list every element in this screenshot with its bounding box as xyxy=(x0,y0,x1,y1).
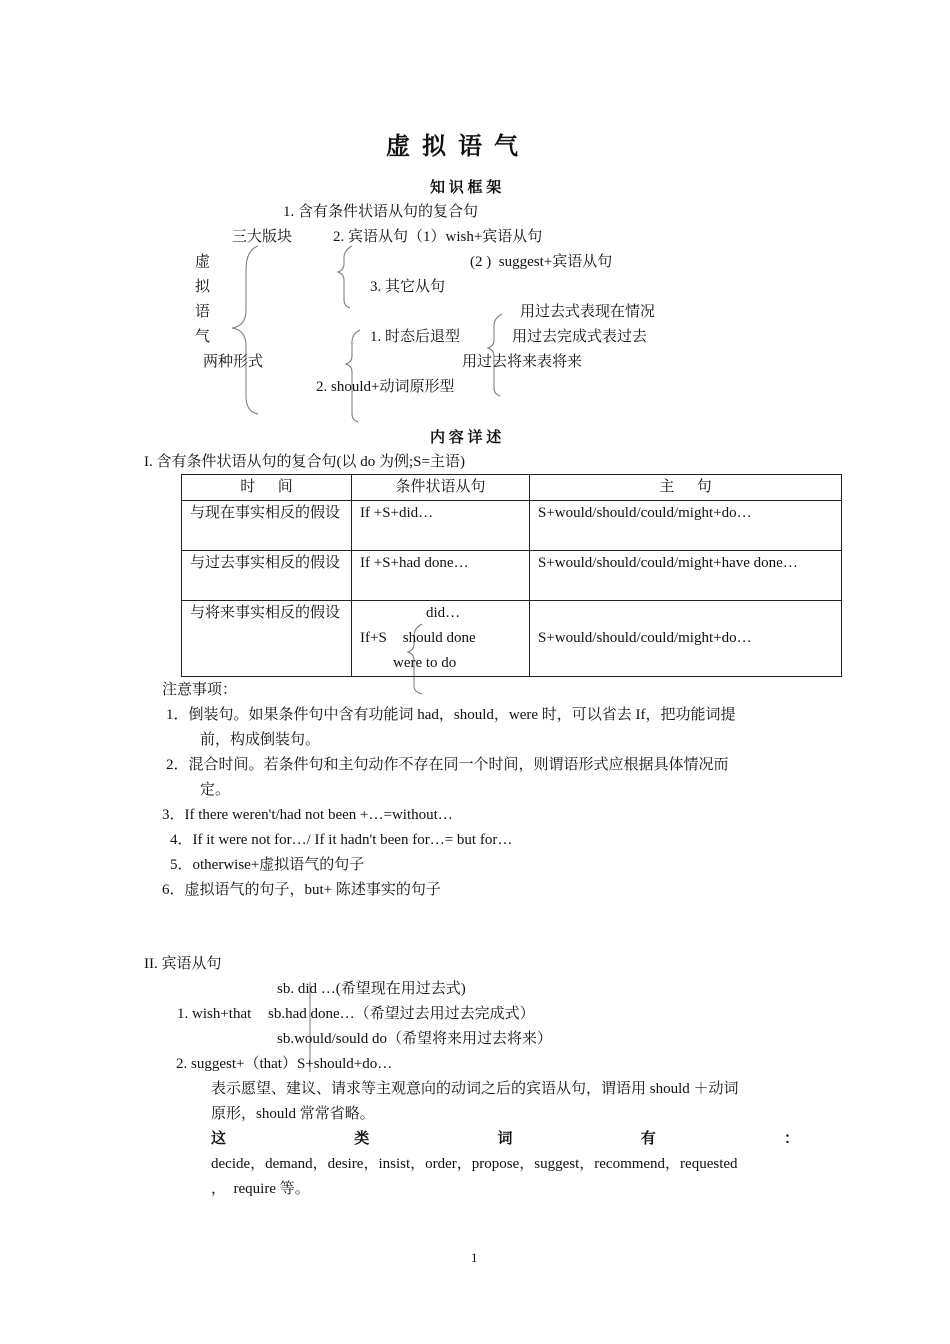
table-cell: 与将来事实相反的假设 xyxy=(182,601,352,677)
table-cell-future-cond xyxy=(352,601,530,677)
framework-vchar-4: 气 xyxy=(195,329,211,345)
brace-forms xyxy=(346,330,360,422)
note-line: 5．otherwise+虚拟语气的句子 xyxy=(170,857,365,873)
table-header: 主 句 xyxy=(530,475,842,501)
table-header-row xyxy=(182,475,842,501)
framework-item-2b: (2 ) suggest+宾语从句 xyxy=(470,254,613,270)
these-words-line xyxy=(211,1129,799,1149)
future-cond-prefix: If+S xyxy=(360,630,387,646)
wish-line: sb.had done…（希望过去用过去完成式） xyxy=(268,1006,535,1022)
page-number: 1 xyxy=(471,1250,478,1265)
table-cell: 与现在事实相反的假设 xyxy=(182,501,352,551)
framework-vchar-2: 拟 xyxy=(195,279,211,295)
table-header: 时 间 xyxy=(182,475,352,501)
framework-two-forms: 两种形式 xyxy=(203,354,264,370)
framework-should-item: 2. should+动词原形型 xyxy=(316,379,455,395)
note-line: 前，构成倒装句。 xyxy=(200,732,321,748)
wish-line: sb.would/sould do（希望将来用过去将来） xyxy=(277,1031,553,1047)
framework-heading: 知 识 框 架 xyxy=(430,180,502,196)
framework-tense-item: 1. 时态后退型 xyxy=(370,329,461,345)
table-cell: 与过去事实相反的假设 xyxy=(182,551,352,601)
these-words-char: 词 xyxy=(497,1131,513,1147)
table-cell: S+would/should/could/might+have done… xyxy=(530,551,842,601)
these-words-char: ： xyxy=(783,1131,799,1147)
table-row xyxy=(182,551,842,601)
these-words-char: 类 xyxy=(354,1131,370,1147)
words-line: ， require 等。 xyxy=(211,1181,310,1197)
framework-item-3: 3. 其它从句 xyxy=(370,279,446,295)
note-line: 定。 xyxy=(200,782,231,798)
future-cond-option: were to do xyxy=(393,655,457,671)
conditional-table xyxy=(181,474,842,677)
section2-heading: II. 宾语从句 xyxy=(144,956,222,972)
framework-vchar-3: 语 xyxy=(195,304,211,320)
suggest-label: 2. suggest+（that）S+should+do… xyxy=(176,1056,393,1072)
paragraph-line: 原形，should 常常省略。 xyxy=(211,1106,375,1122)
framework-three-blocks: 三大版块 xyxy=(232,229,293,245)
table-cell: S+would/should/could/might+do… xyxy=(530,501,842,551)
note-line: 2．混合时间。若条件句和主句动作不存在同一个时间，则谓语形式应根据具体情况而 xyxy=(166,757,729,773)
page-title: 虚 拟 语 气 xyxy=(386,134,518,160)
section1-heading: I. 含有条件状语从句的复合句(以 do 为例;S=主语) xyxy=(144,454,465,470)
framework-vchar-1: 虚 xyxy=(195,254,211,270)
table-row xyxy=(182,501,842,551)
brace-tense xyxy=(488,314,502,396)
note-line: 3．If there weren't/had not been +…=without… xyxy=(162,807,453,823)
framework-item-2: 2. 宾语从句（1）wish+宾语从句 xyxy=(333,229,543,245)
table-cell: If +S+did… xyxy=(352,501,530,551)
table-cell: If +S+had done… xyxy=(352,551,530,601)
these-words-char: 有 xyxy=(640,1131,656,1147)
future-cond-option: did… xyxy=(426,605,461,621)
wish-line: sb. did …(希望现在用过去式) xyxy=(277,981,466,997)
brace-main xyxy=(232,246,258,414)
table-row xyxy=(182,601,842,677)
note-line: 1．倒装句。如果条件句中含有功能词 had，should，were 时，可以省去 If，把功能词提 xyxy=(166,707,736,723)
future-cond-line xyxy=(360,626,521,651)
framework-tense-past: 用过去完成式表过去 xyxy=(512,329,648,345)
content-heading: 内 容 详 述 xyxy=(430,430,502,446)
framework-tense-present: 用过去式表现在情况 xyxy=(520,304,656,320)
table-header: 条件状语从句 xyxy=(352,475,530,501)
note-line: 6．虚拟语气的句子，but+ 陈述事实的句子 xyxy=(162,882,441,898)
note-line: 4．If it were not for…/ If it hadn't been for…= but for… xyxy=(170,832,513,848)
words-line: decide，demand，desire，insist，order，propose，suggest，recommend，requested xyxy=(211,1156,738,1172)
wish-label: 1. wish+that xyxy=(177,1006,252,1022)
these-words-char: 这 xyxy=(211,1131,227,1147)
brace-blocks xyxy=(338,246,352,308)
table-cell: S+would/should/could/might+do… xyxy=(530,601,842,677)
future-cond-option: should done xyxy=(402,630,476,646)
framework-item-1: 1. 含有条件状语从句的复合句 xyxy=(283,204,479,220)
framework-tense-future: 用过去将来表将来 xyxy=(462,354,583,370)
paragraph-line: 表示愿望、建议、请求等主观意向的动词之后的宾语从句，谓语用 should ＋动词 xyxy=(211,1081,739,1097)
notes-heading: 注意事项： xyxy=(162,682,238,698)
